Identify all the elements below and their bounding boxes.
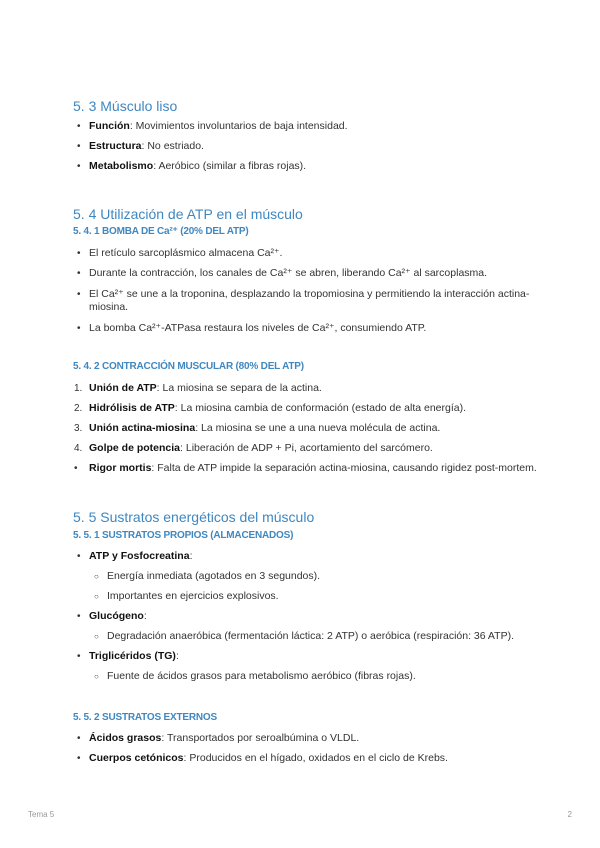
list-item: • Función: Movimientos involuntarios de baja intensidad.: [77, 120, 348, 132]
desc: : La miosina cambia de conformación (estado de alta energía).: [174, 402, 467, 414]
term: Metabolismo: [89, 160, 154, 172]
bullet: 3.: [74, 423, 83, 434]
list-item: [74, 462, 537, 475]
item-text: La bomba Ca²⁺-ATPasa restaura los niveles de Ca²⁺, consumiendo ATP.: [89, 322, 427, 334]
term: Hidrólisis de ATP: [89, 402, 175, 414]
term: Triglicéridos (TG): [89, 650, 176, 662]
heading-5-4: 5. 4 Utilización de ATP en el músculo: [73, 206, 303, 222]
desc: Fuente de ácidos grasos para metabolismo aeróbico (fibras rojas).: [107, 670, 416, 682]
heading-5-3: 5. 3 Músculo liso: [73, 98, 178, 114]
subheading-5-4-1: 5. 4. 1 BOMBA DE Ca²⁺ (20% DEL ATP): [73, 226, 249, 237]
term: Estructura: [89, 140, 142, 152]
list-item: [94, 590, 279, 603]
desc: : Transportados por seroalbúmina o VLDL.: [161, 732, 360, 744]
subheading-5-5-2: 5. 5. 2 SUSTRATOS EXTERNOS: [73, 712, 217, 723]
desc: :: [189, 550, 193, 562]
term: Función: [89, 120, 130, 132]
bullet: 4.: [74, 443, 83, 454]
list-item: [74, 422, 441, 435]
desc: : Aeróbico (similar a fibras rojas).: [153, 160, 307, 172]
item-text: El retículo sarcoplásmico almacena Ca²⁺.: [89, 247, 283, 259]
bullet: •: [77, 611, 81, 622]
list-item: [94, 670, 416, 683]
bullet: •: [77, 651, 81, 662]
term: ATP y Fosfocreatina: [89, 550, 190, 562]
bullet: •: [77, 551, 81, 562]
bullet: ○: [94, 672, 99, 681]
desc: Degradación anaeróbica (fermentación láctica: 2 ATP) o aeróbica (respiración: 36 ATP).: [107, 630, 514, 642]
footer-left: Tema 5: [28, 810, 55, 819]
list-item: [74, 382, 322, 395]
list-item: • Durante la contracción, los canales de Ca²⁺ se abren, liberando Ca²⁺ al sarcoplasma.: [77, 267, 488, 279]
desc: : Falta de ATP impide la separación actina-miosina, causando rigidez post-mortem.: [151, 462, 537, 474]
list-item: [77, 752, 448, 765]
subheading-5-5-1: 5. 5. 1 SUSTRATOS PROPIOS (ALMACENADOS): [73, 530, 294, 541]
desc: : Liberación de ADP + Pi, acortamiento del sarcómero.: [180, 442, 433, 454]
term: Rigor mortis: [89, 462, 152, 474]
list-item: [94, 630, 514, 643]
page-number: 2: [567, 810, 572, 819]
desc: : Movimientos involuntarios de baja intensidad.: [129, 120, 348, 132]
list-item-continuation: miosina.: [89, 301, 129, 313]
term: Glucógeno: [89, 610, 144, 622]
bullet: 1.: [74, 383, 83, 394]
item-text: El Ca²⁺ se une a la troponina, desplazando la tropomiosina y permitiendo la interacción actina-: [89, 288, 530, 300]
list-item: • Estructura: No estriado.: [77, 140, 204, 152]
list-item: [77, 550, 193, 563]
bullet: •: [74, 463, 78, 474]
desc: : No estriado.: [141, 140, 204, 152]
desc: :: [175, 650, 179, 662]
desc: : Producidos en el hígado, oxidados en el ciclo de Krebs.: [183, 752, 448, 764]
desc: :: [143, 610, 147, 622]
list-item: [74, 402, 467, 415]
list-item: [77, 650, 179, 663]
bullet: •: [77, 753, 81, 764]
list-item: • El Ca²⁺ se une a la troponina, desplazando la tropomiosina y permitiendo la interacción actina-: [77, 288, 530, 300]
list-item: [77, 610, 147, 623]
term: Golpe de potencia: [89, 442, 181, 454]
term: Cuerpos cetónicos: [89, 752, 184, 764]
list-item: [74, 442, 433, 455]
bullet: 2.: [74, 403, 83, 414]
term: Unión de ATP: [89, 382, 157, 394]
bullet: •: [77, 733, 81, 744]
bullet: ○: [94, 592, 99, 601]
bullet: ○: [94, 632, 99, 641]
list-item: • La bomba Ca²⁺-ATPasa restaura los niveles de Ca²⁺, consumiendo ATP.: [77, 322, 427, 334]
list-item: • El retículo sarcoplásmico almacena Ca²⁺.: [77, 247, 283, 259]
desc: : La miosina se une a una nueva molécula de actina.: [195, 422, 441, 434]
subheading-5-4-2: 5. 4. 2 CONTRACCIÓN MUSCULAR (80% DEL ATP): [73, 361, 304, 372]
desc: Importantes en ejercicios explosivos.: [107, 590, 279, 602]
desc: Energía inmediata (agotados en 3 segundos).: [107, 570, 321, 582]
list-item: [77, 732, 360, 745]
term: Unión actina-miosina: [89, 422, 196, 434]
heading-5-5: 5. 5 Sustratos energéticos del músculo: [73, 509, 315, 525]
item-text: Durante la contracción, los canales de Ca²⁺ se abren, liberando Ca²⁺ al sarcoplasma.: [89, 267, 488, 279]
list-item: • Metabolismo: Aeróbico (similar a fibras rojas).: [77, 160, 307, 172]
list-item: [94, 570, 321, 583]
term: Ácidos grasos: [89, 732, 162, 744]
bullet: ○: [94, 572, 99, 581]
desc: : La miosina se separa de la actina.: [156, 382, 322, 394]
